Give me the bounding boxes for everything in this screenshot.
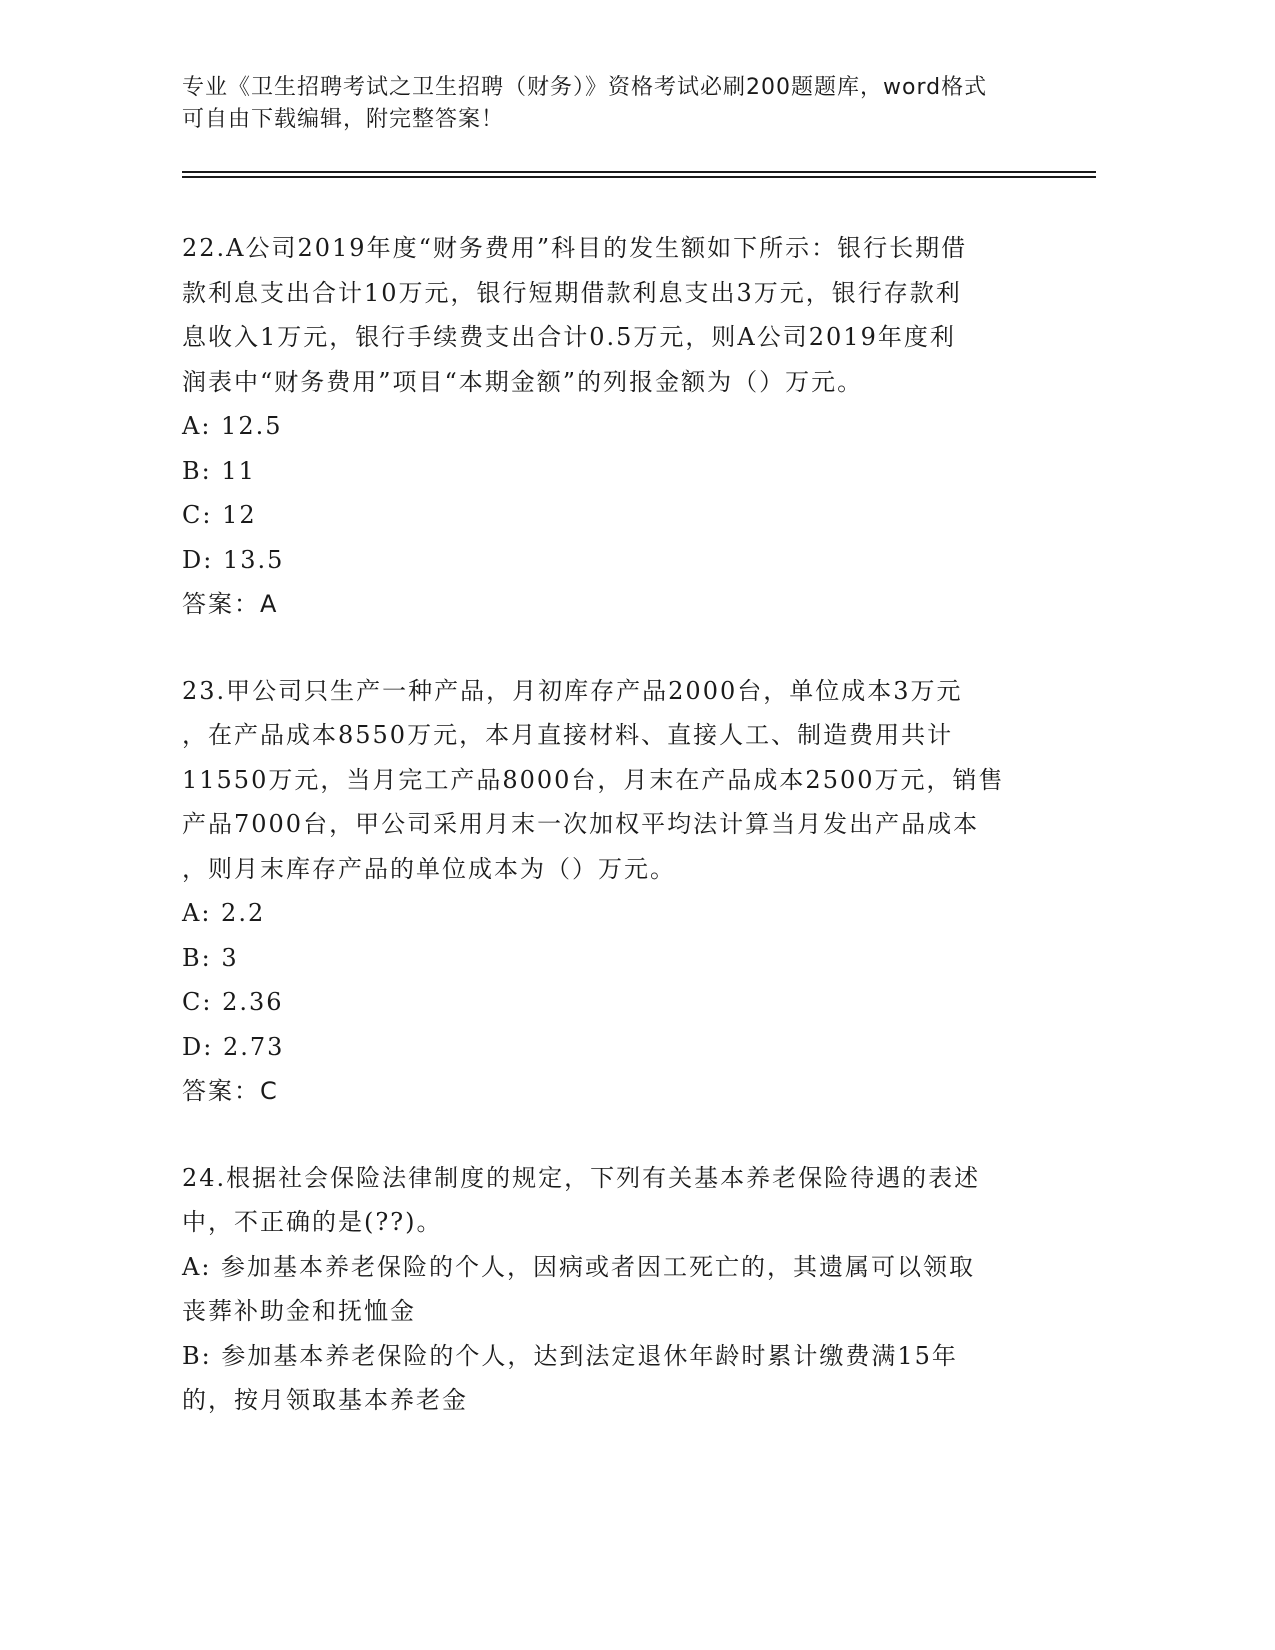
option-c: C: 12: [182, 501, 257, 529]
question-text-line: 22.A公司2019年度“财务费用”科目的发生额如下所示：银行长期借: [182, 234, 968, 262]
option-c: C: 2.36: [182, 988, 284, 1016]
question-text-line: 23.甲公司只生产一种产品，月初库存产品2000台，单位成本3万元: [182, 676, 963, 705]
question-text-line: 润表中“财务费用”项目“本期金额”的列报金额为（）万元。: [182, 367, 864, 396]
option-a-continued: 丧葬补助金和抚恤金: [182, 1297, 416, 1325]
question-spacer: [182, 1114, 1062, 1156]
question-spacer: [182, 627, 1062, 669]
option-b: B: 3: [182, 943, 239, 972]
option-a: A: 2.2: [182, 899, 266, 927]
answer-label: 答案：A: [182, 590, 279, 618]
question-text-line: 款利息支出合计10万元，银行短期借款利息支出3万元，银行存款利: [182, 278, 962, 307]
header-divider-top: [182, 171, 1096, 173]
document-header: [182, 72, 1062, 136]
question-text-line: 息收入1万元，银行手续费支出合计0.5万元，则A公司2019年度利: [182, 323, 956, 351]
question-text-line: 中，不正确的是(??)。: [182, 1208, 443, 1236]
answer-label: 答案：C: [182, 1077, 279, 1105]
option-a: A: 12.5: [182, 412, 283, 440]
question-text-line: 24.根据社会保险法律制度的规定，下列有关基本养老保险待遇的表述: [182, 1163, 981, 1192]
option-b: B: 11: [182, 456, 256, 485]
question-list: [182, 226, 1062, 1423]
header-line-1: 专业《卫生招聘考试之卫生招聘（财务）》资格考试必刷200题题库，word格式: [182, 75, 988, 100]
question-23: [182, 669, 1062, 1114]
question-22: [182, 226, 1062, 627]
option-a: A: 参加基本养老保险的个人，因病或者因工死亡的，其遗属可以领取: [182, 1252, 976, 1281]
option-d: D: 13.5: [182, 545, 285, 574]
option-b-continued: 的，按月领取基本养老金: [182, 1386, 468, 1414]
header-line-2: 可自由下载编辑，附完整答案！: [182, 107, 505, 132]
option-d: D: 2.73: [182, 1032, 285, 1061]
question-text-line: ，则月末库存产品的单位成本为（）万元。: [182, 854, 676, 883]
option-b: B: 参加基本养老保险的个人，达到法定退休年龄时累计缴费满15年: [182, 1341, 958, 1370]
header-divider-bottom: [182, 176, 1096, 178]
question-text-line: 11550万元，当月完工产品8000台，月末在产品成本2500万元，销售: [182, 765, 1005, 794]
question-24: [182, 1156, 1062, 1423]
question-text-line: ，在产品成本8550万元，本月直接材料、直接人工、制造费用共计: [182, 721, 954, 749]
question-text-line: 产品7000台，甲公司采用月末一次加权平均法计算当月发出产品成本: [182, 810, 980, 838]
